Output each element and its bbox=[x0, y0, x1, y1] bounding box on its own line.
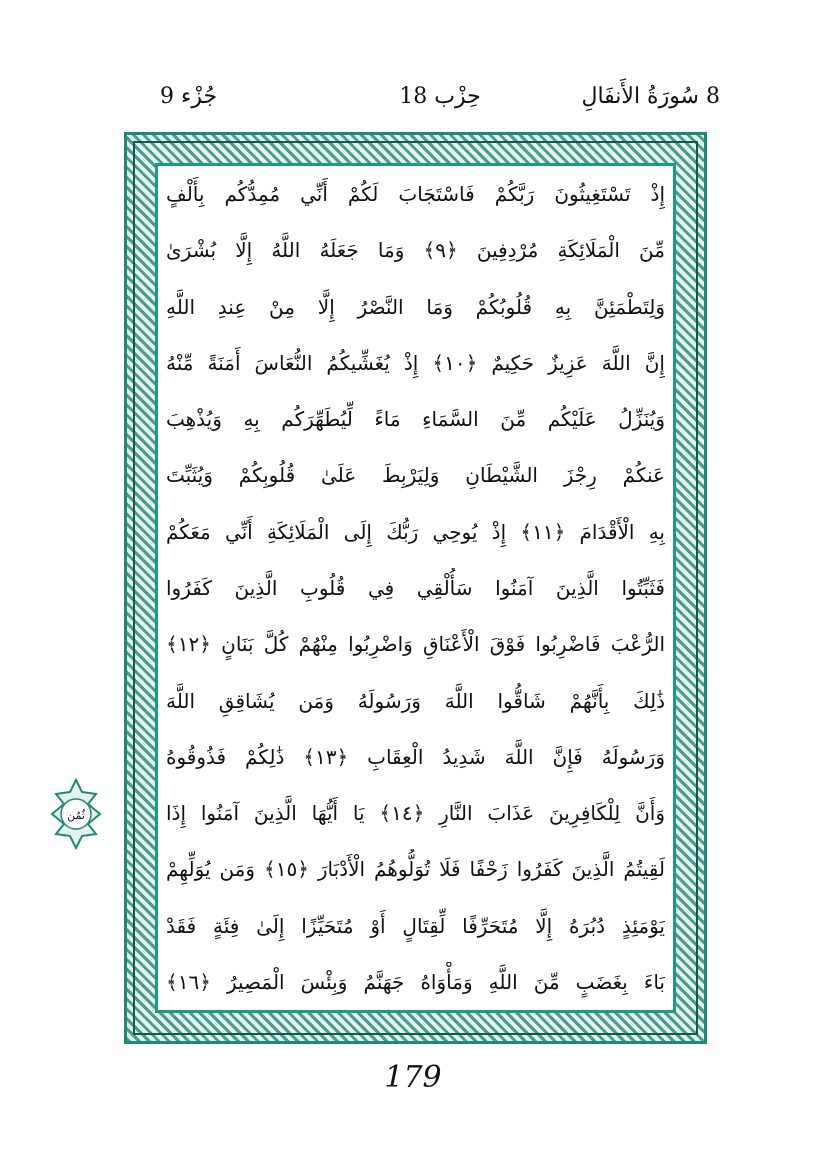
text-lines bbox=[166, 174, 665, 1002]
text-line-10: ذَٰلِكَ بِأَنَّهُمْ شَاقُّوا اللَّهَ وَرَسُولَهُ وَمَن يُشَاقِقِ اللَّهَ bbox=[166, 688, 665, 713]
thumun-label: ثُمُن bbox=[67, 809, 85, 822]
text-line-7: بِهِ الْأَقْدَامَ ﴿١١﴾ إِذْ يُوحِي رَبُّكَ إِلَى الْمَلَائِكَةِ أَنِّي مَعَكُمْ bbox=[166, 519, 665, 544]
text-line-4: إِنَّ اللَّهَ عَزِيزٌ حَكِيمٌ ﴿١٠﴾ إِذْ يُغَشِّيكُمُ النُّعَاسَ أَمَنَةً مِّنْهُ bbox=[166, 350, 665, 375]
text-line-8: فَثَبِّتُوا الَّذِينَ آمَنُوا سَأُلْقِي فِي قُلُوبِ الَّذِينَ كَفَرُوا bbox=[166, 575, 665, 600]
text-line-3: وَلِتَطْمَئِنَّ بِهِ قُلُوبُكُمْ وَمَا النَّصْرُ إِلَّا مِنْ عِندِ اللَّهِ bbox=[166, 294, 665, 319]
page-number: 179 bbox=[384, 1060, 442, 1095]
text-line-13: لَقِيتُمُ الَّذِينَ كَفَرُوا زَحْفًا فَلَا تُوَلُّوهُمُ الْأَدْبَارَ ﴿١٥﴾ وَمَن يُوَلِّهِمْ bbox=[166, 857, 665, 882]
text-line-12: وَأَنَّ لِلْكَافِرِينَ عَذَابَ النَّارِ ﴿١٤﴾ يَا أَيُّهَا الَّذِينَ آمَنُوا إِذَا bbox=[166, 801, 665, 826]
text-line-14: يَوْمَئِذٍ دُبُرَهُ إِلَّا مُتَحَرِّفًا لِّقِتَالٍ أَوْ مُتَحَيِّزًا إِلَىٰ فِئَةٍ فَقَدْ bbox=[166, 913, 665, 938]
text-line-2: مِّنَ الْمَلَائِكَةِ مُرْدِفِينَ ﴿٩﴾ وَمَا جَعَلَهُ اللَّهُ إِلَّا بُشْرَىٰ bbox=[166, 238, 665, 263]
juz-label: جُزْء 9 bbox=[160, 84, 218, 109]
surah-title: 8 سُورَةُ الأَنفَالِ bbox=[581, 84, 720, 109]
thumun-marker-icon bbox=[48, 778, 104, 850]
text-line-6: عَنكُمْ رِجْزَ الشَّيْطَانِ وَلِيَرْبِطَ عَلَىٰ قُلُوبِكُمْ وَيُثَبِّتَ bbox=[166, 463, 665, 488]
ornamental-frame bbox=[124, 132, 707, 1044]
hizb-label: حِزْب 18 bbox=[399, 84, 481, 109]
page-header bbox=[160, 84, 720, 120]
text-line-5: وَيُنَزِّلُ عَلَيْكُم مِّنَ السَّمَاءِ مَاءً لِّيُطَهِّرَكُم بِهِ وَيُذْهِبَ bbox=[166, 407, 665, 432]
text-line-11: وَرَسُولَهُ فَإِنَّ اللَّهَ شَدِيدُ الْعِقَابِ ﴿١٣﴾ ذَٰلِكُمْ فَذُوقُوهُ bbox=[166, 744, 665, 769]
text-line-15: بَاءَ بِغَضَبٍ مِّنَ اللَّهِ وَمَأْوَاهُ جَهَنَّمُ وَبِئْسَ الْمَصِيرُ ﴿١٦﴾ bbox=[166, 969, 665, 994]
text-line-9: الرُّعْبَ فَاضْرِبُوا فَوْقَ الْأَعْنَاقِ وَاضْرِبُوا مِنْهُمْ كُلَّ بَنَانٍ ﴿١٢﴾ bbox=[166, 632, 665, 657]
text-line-1: إِذْ تَسْتَغِيثُونَ رَبَّكُمْ فَاسْتَجَابَ لَكُمْ أَنِّي مُمِدُّكُم بِأَلْفٍ bbox=[166, 182, 665, 206]
text-panel bbox=[155, 163, 676, 1013]
